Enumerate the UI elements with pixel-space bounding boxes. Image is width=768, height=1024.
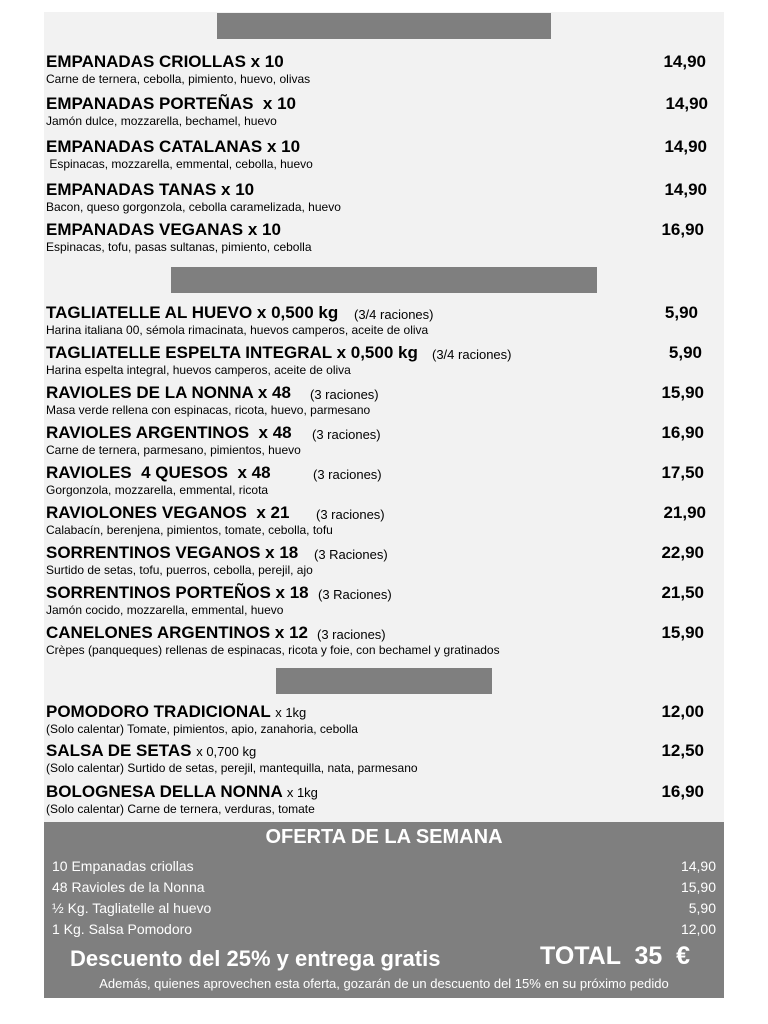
item-description: Gorgonzola, mozzarella, emmental, ricota bbox=[46, 483, 269, 497]
item-name: EMPANADAS TANAS x 10 bbox=[46, 180, 255, 199]
item-price: 16,90 bbox=[661, 423, 704, 442]
menu-sheet bbox=[44, 12, 724, 822]
offer-total: TOTAL 35 € bbox=[540, 942, 691, 970]
item-name: POMODORO TRADICIONAL x 1kg bbox=[46, 702, 307, 721]
offer-note: Además, quienes aprovechen esta oferta, gozarán de un descuento del 15% en su próximo pedido bbox=[99, 976, 669, 991]
item-name: TAGLIATELLE ESPELTA INTEGRAL x 0,500 kg bbox=[46, 343, 418, 362]
item-price: 14,90 bbox=[663, 52, 706, 71]
item-price: 14,90 bbox=[665, 94, 708, 113]
item-description: Jamón dulce, mozzarella, bechamel, huevo bbox=[46, 114, 277, 128]
item-description: Carne de ternera, parmesano, pimientos, huevo bbox=[46, 443, 301, 457]
offer-item-label: 48 Ravioles de la Nonna bbox=[52, 879, 205, 895]
item-description: (Solo calentar) Carne de ternera, verduras, tomate bbox=[46, 802, 315, 816]
item-price: 21,90 bbox=[663, 503, 706, 522]
item-name: RAVIOLES 4 QUESOS x 48 bbox=[46, 463, 271, 482]
item-name: EMPANADAS PORTEÑAS x 10 bbox=[46, 94, 297, 113]
offer-item-price: 5,90 bbox=[688, 900, 716, 916]
item-description: Jamón cocido, mozzarella, emmental, huevo bbox=[46, 603, 284, 617]
offer-item-price: 15,90 bbox=[680, 879, 716, 895]
item-price: 16,90 bbox=[661, 782, 704, 801]
item-quantity: x 1kg bbox=[275, 705, 307, 720]
item-name: EMPANADAS CATALANAS x 10 bbox=[46, 137, 301, 156]
item-description: (Solo calentar) Tomate, pimientos, apio, zanahoria, cebolla bbox=[46, 722, 358, 736]
item-name: CANELONES ARGENTINOS x 12 bbox=[46, 623, 308, 642]
item-price: 17,50 bbox=[661, 463, 704, 482]
item-price: 21,50 bbox=[661, 583, 704, 602]
item-description: Surtido de setas, tofu, puerros, cebolla, perejil, ajo bbox=[46, 563, 313, 577]
item-portions: (3/4 raciones) bbox=[354, 307, 434, 322]
section-header-empanadas bbox=[217, 13, 551, 39]
weekly-offer-box bbox=[44, 822, 724, 998]
item-portions: (3 raciones) bbox=[317, 627, 386, 642]
item-description: Calabacín, berenjena, pimientos, tomate, cebolla, tofu bbox=[46, 523, 333, 537]
item-price: 15,90 bbox=[661, 623, 704, 642]
offer-title: OFERTA DE LA SEMANA bbox=[265, 826, 503, 848]
item-description: Espinacas, tofu, pasas sultanas, pimiento, cebolla bbox=[46, 240, 312, 254]
offer-item-price: 14,90 bbox=[680, 858, 716, 874]
offer-item bbox=[52, 920, 716, 938]
item-name: EMPANADAS CRIOLLAS x 10 bbox=[46, 52, 284, 71]
offer-item-label: ½ Kg. Tagliatelle al huevo bbox=[52, 900, 212, 916]
item-price: 5,90 bbox=[668, 343, 702, 362]
item-name: RAVIOLES ARGENTINOS x 48 bbox=[46, 423, 292, 442]
item-portions: (3 Raciones) bbox=[314, 547, 388, 562]
item-price: 22,90 bbox=[661, 543, 704, 562]
section-header-salsas bbox=[276, 668, 492, 694]
offer-discount: Descuento del 25% y entrega gratis bbox=[70, 946, 441, 971]
item-quantity: x 0,700 kg bbox=[196, 744, 257, 759]
item-quantity: x 1kg bbox=[286, 785, 318, 800]
item-description: Harina espelta integral, huevos camperos, aceite de oliva bbox=[46, 363, 351, 377]
item-description: Crèpes (panqueques) rellenas de espinacas, ricota y foie, con bechamel y gratinados bbox=[46, 643, 500, 657]
item-name: TAGLIATELLE AL HUEVO x 0,500 kg bbox=[46, 303, 339, 322]
item-name: EMPANADAS VEGANAS x 10 bbox=[46, 220, 281, 239]
item-name: BOLOGNESA DELLA NONNA x 1kg bbox=[46, 782, 318, 801]
item-price: 12,00 bbox=[661, 702, 704, 721]
item-price: 14,90 bbox=[664, 180, 707, 199]
item-portions: (3/4 raciones) bbox=[432, 347, 512, 362]
item-description: Harina italiana 00, sémola rimacinata, huevos camperos, aceite de oliva bbox=[46, 323, 429, 337]
item-portions: (3 raciones) bbox=[310, 387, 379, 402]
item-name: RAVIOLONES VEGANOS x 21 bbox=[46, 503, 290, 522]
item-portions: (3 raciones) bbox=[316, 507, 385, 522]
offer-item-price: 12,00 bbox=[680, 921, 716, 937]
item-price: 5,90 bbox=[664, 303, 698, 322]
item-description: Espinacas, mozzarella, emmental, cebolla, huevo bbox=[46, 157, 313, 171]
offer-item bbox=[52, 878, 716, 896]
item-name: SORRENTINOS PORTEÑOS x 18 bbox=[46, 583, 309, 602]
item-description: (Solo calentar) Surtido de setas, perejil, mantequilla, nata, parmesano bbox=[46, 761, 418, 775]
item-price: 16,90 bbox=[661, 220, 704, 239]
item-description: Carne de ternera, cebolla, pimiento, huevo, olivas bbox=[46, 72, 311, 86]
item-name: SORRENTINOS VEGANOS x 18 bbox=[46, 543, 299, 562]
item-portions: (3 raciones) bbox=[313, 467, 382, 482]
section-header-pastas bbox=[171, 267, 597, 293]
item-description: Masa verde rellena con espinacas, ricota, huevo, parmesano bbox=[46, 403, 371, 417]
offer-item bbox=[52, 857, 716, 875]
item-price: 12,50 bbox=[661, 741, 704, 760]
item-price: 14,90 bbox=[664, 137, 707, 156]
offer-item-label: 1 Kg. Salsa Pomodoro bbox=[52, 921, 193, 937]
item-price: 15,90 bbox=[661, 383, 704, 402]
item-name: RAVIOLES DE LA NONNA x 48 bbox=[46, 383, 291, 402]
item-portions: (3 Raciones) bbox=[318, 587, 392, 602]
offer-item-label: 10 Empanadas criollas bbox=[52, 858, 194, 874]
item-description: Bacon, queso gorgonzola, cebolla caramelizada, huevo bbox=[46, 200, 341, 214]
item-name: SALSA DE SETAS x 0,700 kg bbox=[46, 741, 257, 760]
item-portions: (3 raciones) bbox=[312, 427, 381, 442]
offer-item bbox=[52, 899, 716, 917]
